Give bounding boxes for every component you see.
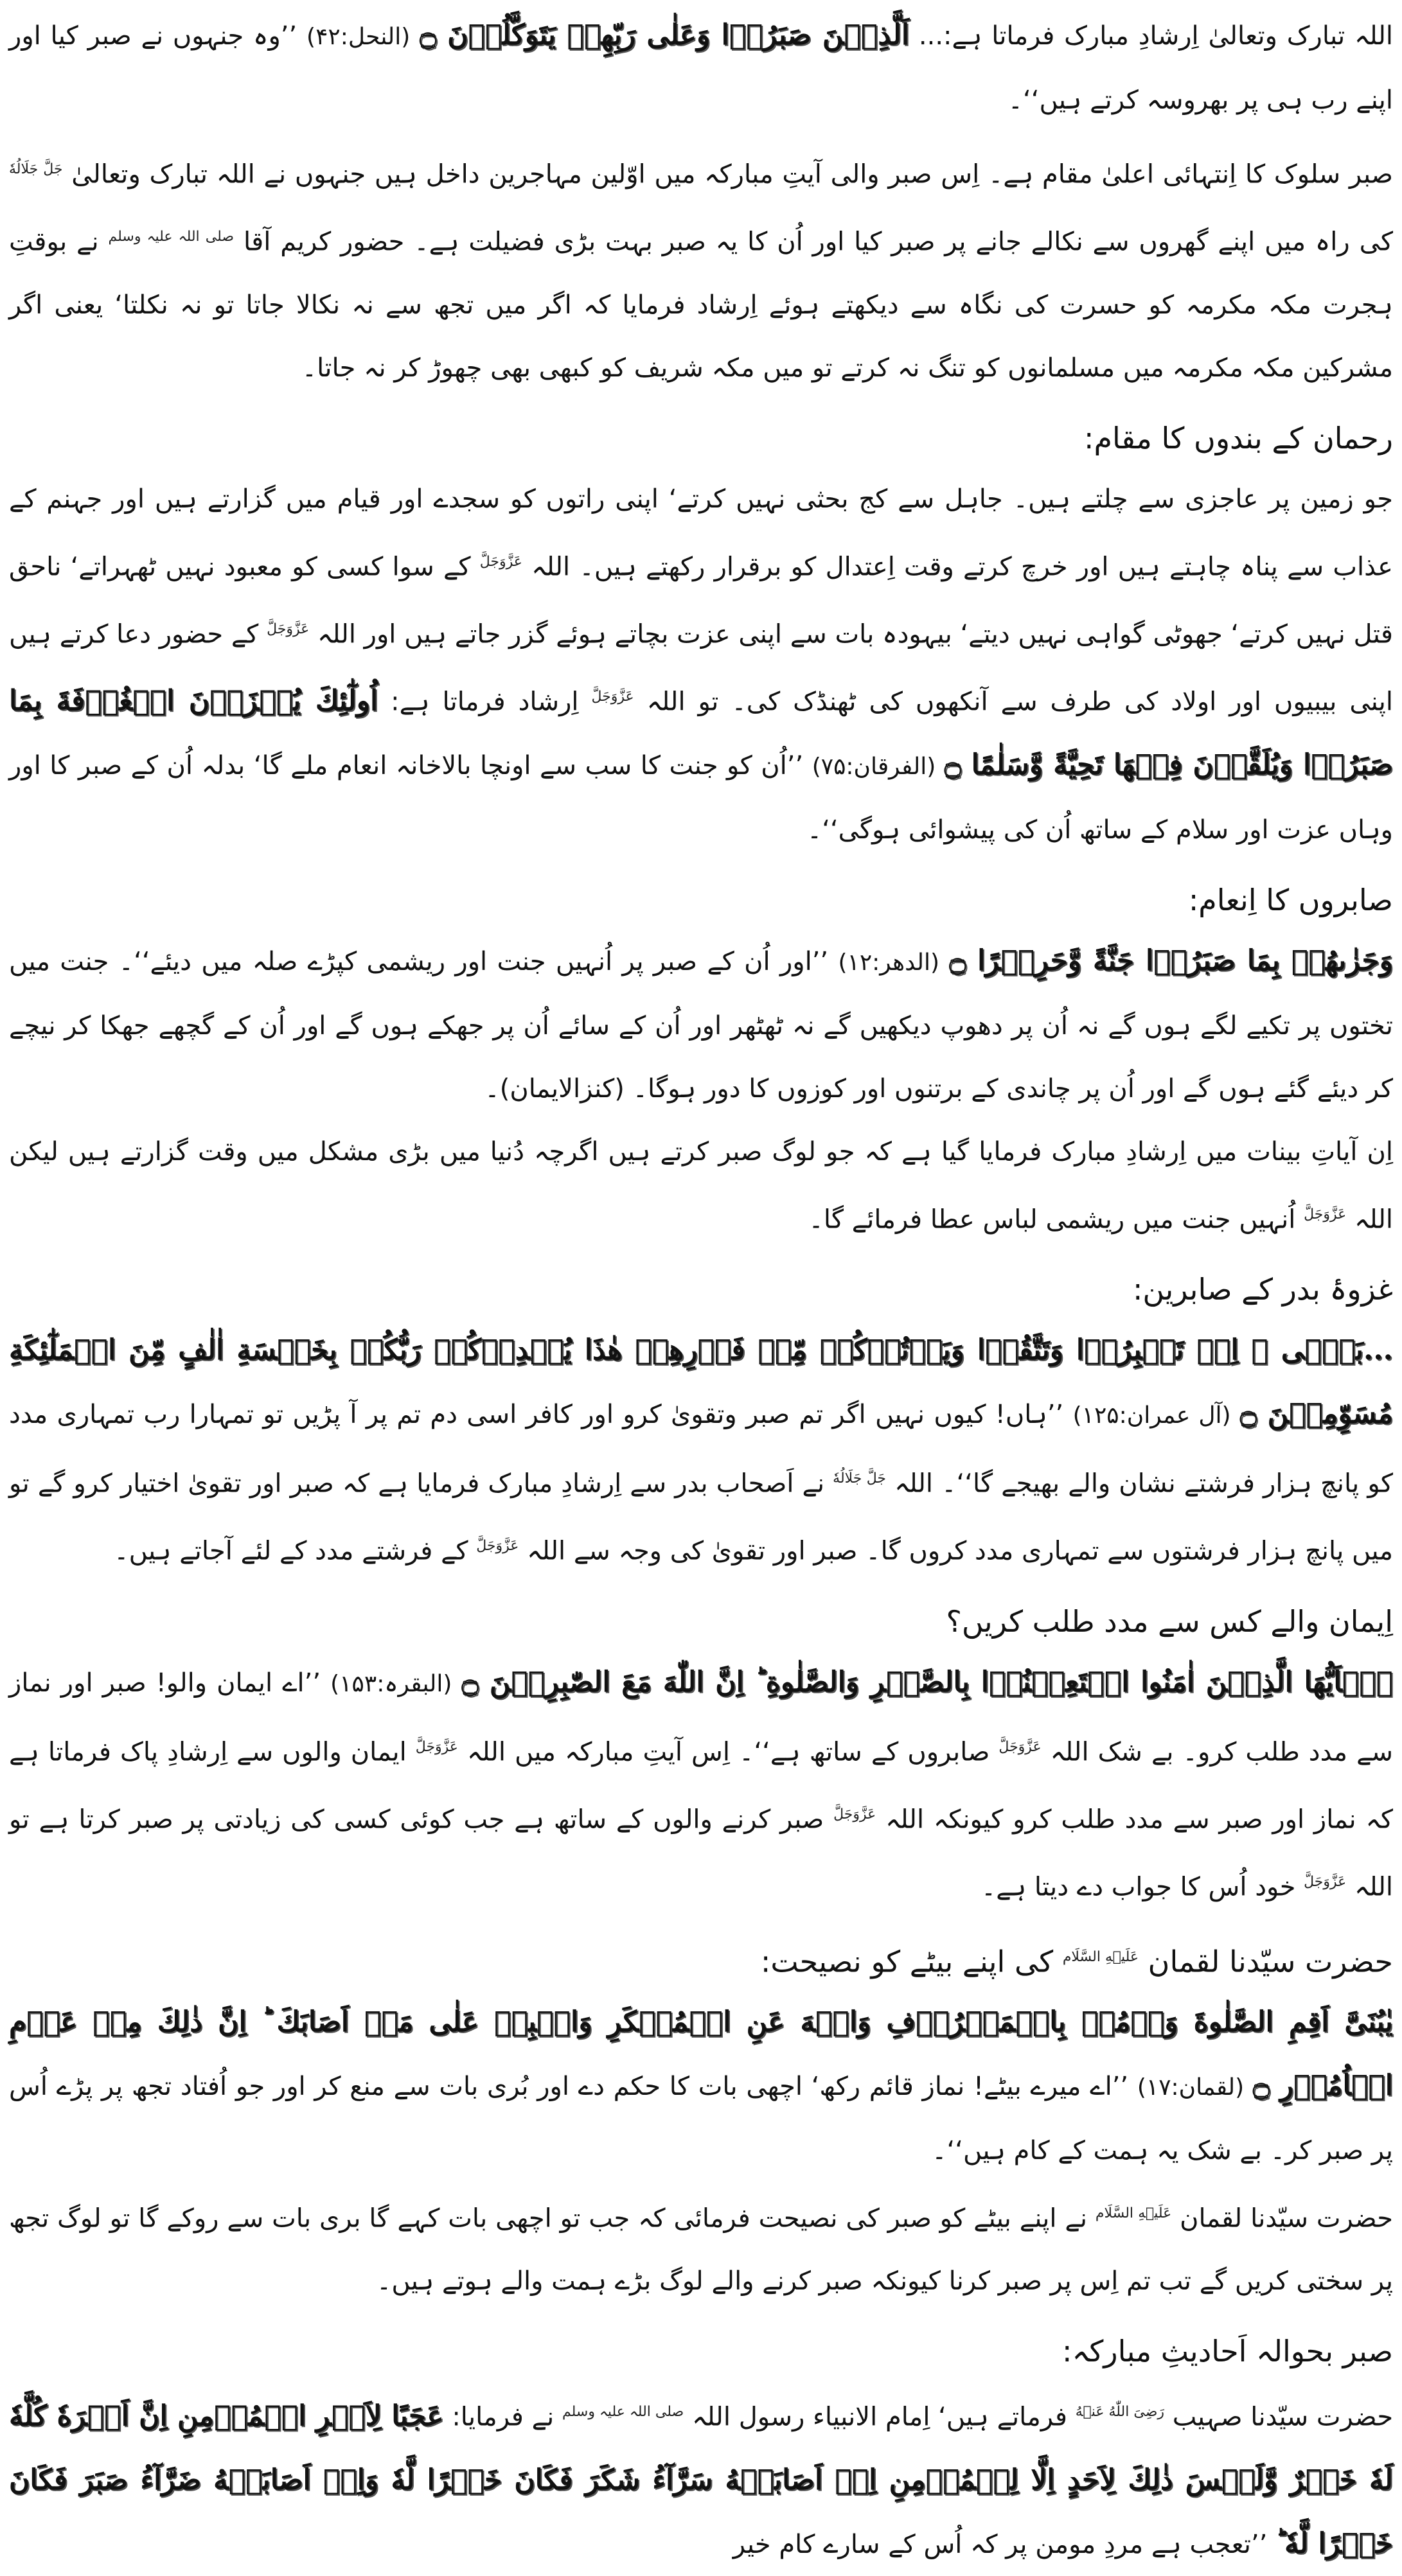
honorific: عَزَّوَجَلَّ (998, 1738, 1042, 1755)
paragraph-text: نے اپنے بیٹے کو صبر کی نصیحت فرمائی کہ جب تو اچھی بات کہے گا بری بات سے روکے گا تو لوگ تجھ پر سختی کریں گے تب تم اِس پر صبر کرنا کیونکہ صبر کرنے والے لوگ بڑے ہمت والے ہوتے ہیں۔ (9, 2203, 1393, 2297)
verse-citation: (النحل:۴۲) (306, 24, 411, 50)
paragraph-text: کے حضور دعا کرتے ہیں اپنی بیبیوں اور اولاد کی طرف سے آنکھوں کی ٹھنڈک کی۔ تو اللہ (9, 619, 1393, 717)
quran-verse: اَلَّذِیۡنَ صَبَرُوۡا وَعَلٰی رَبِّهِمۡ یَتَوَكَّلُوۡنَ ۝ (420, 19, 910, 51)
paragraph-text: حضرت سیّدنا صہیب (1172, 2402, 1394, 2432)
honorific-saw: صلی اللہ علیہ وسلم (108, 229, 235, 245)
honorific-as: عَلَیۡهِ السَّلَام (1062, 1948, 1139, 1965)
verse-translation: ’’وہ جنہوں نے صبر کیا اور اپنے رب ہی پر بھروسہ کرتے ہیں‘‘۔ (9, 21, 1393, 115)
paragraph-text: اِن آیاتِ بینات میں اِرشادِ مبارک فرمایا گیا ہے کہ جو لوگ صبر کرتے ہیں اگرچہ دُنیا میں بڑی مشکل میں وقت گزارتے ہیں لیکن اللہ (9, 1136, 1393, 1234)
verse-citation: (آل عمران:۱۲۵) (1072, 1402, 1231, 1429)
section-heading-badr: غزوۂ بدر کے صابرین: (1132, 1271, 1393, 1307)
section-body-iman (9, 1651, 1393, 1919)
quran-verse: وَجَزٰىهُمۡ بِمَا صَبَرُوۡا جَنَّةً وَّحَرِیۡرًا ۝ (949, 944, 1393, 977)
honorific: جَلَّ جَلَالُهٗ (833, 1470, 886, 1486)
verse-translation: ’’اے ایمان والو! صبر اور نماز سے مدد طلب کرو۔ بے شک اللہ (9, 1668, 1394, 1767)
hadith-translation: ’’تعجب ہے مردِ مومن پر کہ اُس کے سارے کام خیر (732, 2529, 1268, 2559)
intro-paragraph (9, 4, 1393, 132)
quran-verse: ...بَلٰۤی ۙ اِنۡ تَصۡبِرُوۡا وَتَتَّقُوۡا وَیَاۡتُوۡكُمۡ مِّنۡ فَوۡرِهِمۡ هٰذَا یُمۡدِدۡكُمۡ رَبُّكُمۡ بِخَمۡسَةِ اٰلٰفٍ مِّنَ الۡمَلٰٓئِكَةِ مُسَوِّمِیۡنَ ۝ (9, 1333, 1394, 1430)
verse-citation: (الدھر:۱۲) (838, 949, 940, 976)
quran-verse: یٰۤاَیُّهَا الَّذِیۡنَ اٰمَنُوا اسۡتَعِیۡنُوۡا بِالصَّبۡرِ وَالصَّلٰوةِ ؕ اِنَّ اللّٰهَ مَعَ الصّٰبِرِیۡنَ ۝ (461, 1665, 1394, 1698)
section-body-ahadith (9, 2381, 1393, 2575)
paragraph-text: نے بوقتِ ہجرت مکہ مکرمہ کو حسرت کی نگاہ سے دیکھتے ہوئے اِرشاد فرمایا کہ اگر میں تجھ سے نہ نکالا جاتا تو نہ نکلتا‘ یعنی اگر مشرکین مکہ مکرمہ میں مسلمانوں کو تنگ نہ کرتے تو میں مکہ شریف کو کبھی بھی چھوڑ کر نہ جاتا۔ (9, 227, 1393, 383)
honorific: عَزَّوَجَلَّ (479, 553, 522, 570)
section-body-badr (9, 1319, 1393, 1583)
paragraph-text: حضرت سیّدنا لقمان (1180, 2203, 1394, 2234)
section-heading-sabiron: صابروں کا اِنعام: (1188, 882, 1393, 917)
section-followup-luqman (9, 2182, 1393, 2313)
paragraph-text: کی راہ میں اپنے گھروں سے نکالے جانے پر صبر کیا اور اُن کا یہ صبر بہت بڑی فضیلت ہے۔ حضور کریم آقا (243, 227, 1393, 257)
honorific: عَزَّوَجَلَّ (591, 689, 634, 705)
paragraph-text: اُنہیں جنت میں ریشمی لباس عطا فرمائے گا۔ (808, 1204, 1296, 1234)
honorific-as: عَلَیۡهِ السَّلَام (1095, 2205, 1172, 2221)
paragraph-text: ایمان والوں سے اِرشادِ پاک فرماتا ہے کہ نماز اور صبر سے مدد طلب کرو کیونکہ اللہ (9, 1736, 1393, 1835)
honorific-saw: صلی اللہ علیہ وسلم (562, 2404, 684, 2421)
quran-verse: یٰبُنَیَّ اَقِمِ الصَّلٰوةَ وَاۡمُرۡ بِالۡمَعۡرُوۡفِ وَانۡهَ عَنِ الۡمُنۡكَرِ وَاصۡبِرۡ عَلٰی مَاۤ اَصَابَكَ ؕ اِنَّ ذٰلِكَ مِنۡ عَزۡمِ الۡاُمُوۡرِ ۝ (9, 2005, 1393, 2102)
section-followup-sabiron (9, 1120, 1393, 1251)
quran-verse: اُولٰٓئِكَ یُجۡزَوۡنَ الۡغُرۡفَةَ بِمَا صَبَرُوۡا وَیُلَقَّوۡنَ فِیۡهَا تَحِیَّةً وَّسَلٰمًا ۝ (9, 684, 1393, 781)
section-body-sabiron (9, 930, 1393, 1120)
hadith-text: عَجَبًا لِاَمۡرِ الۡمُؤۡمِنِ اِنَّ اَمۡرَهٗ كُلَّهٗ لَهٗ خَیۡرٌ وَّلَیۡسَ ذٰلِكَ لِاَحَدٍ اِلَّا لِلۡمُؤۡمِنِ اِنۡ اَصَابَتۡهُ سَرَّآءُ شَكَرَ فَكَانَ خَیۡرًا لَّهٗ وَاِنۡ اَصَابَتۡهُ ضَرَّآءُ صَبَرَ فَكَانَ خَیۡرًا لَّهٗ ؕ (9, 2399, 1393, 2560)
section-heading-iman: اِیمان والے کس سے مدد طلب کریں؟ (946, 1603, 1393, 1639)
honorific-ra: رَضِیَ اللّٰهُ عَنۡهُ (1075, 2404, 1165, 2421)
paragraph-text: صبر کرنے والوں کے ساتھ ہے جب کوئی کسی کی زیادتی پر صبر کرتا ہے تو اللہ (9, 1804, 1393, 1902)
paragraph-text: نے فرمایا: (452, 2402, 555, 2432)
paragraph-text: جو زمین پر عاجزی سے چلتے ہیں۔ جاہل سے کج بحثی نہیں کرتے‘ اپنی راتوں کو سجدے اور قیام میں گزارتے ہیں اور جہنم کے عذاب سے پناہ چاہتے ہیں اور خرچ کرتے وقت اِعتدال کو برقرار رکھتے ہیں۔ اللہ (9, 484, 1393, 581)
verse-translation: ’’اُن کو جنت کا سب سے اونچا بالاخانہ انعام ملے گا‘ بدلہ اُن کے صبر کا اور وہاں عزت اور سلام کے ساتھ اُن کی پیشوائی ہوگی‘‘۔ (9, 750, 1393, 845)
honorific: عَزَّوَجَلَّ (415, 1738, 458, 1755)
honorific-jj: جَلَّ جَلَالُهٗ (9, 161, 63, 177)
paragraph-text: کے فرشتے مدد کے لئے آجاتے ہیں۔ (114, 1536, 468, 1566)
honorific: عَزَّوَجَلَّ (267, 621, 310, 637)
section-body-rehman (9, 468, 1393, 861)
paragraph-text: فرماتے ہیں‘ اِمام الانبیاء رسول اللہ (692, 2402, 1067, 2432)
section-heading-rehman: رحمان کے بندوں کا مقام: (1083, 420, 1393, 455)
honorific: عَزَّوَجَلَّ (476, 1538, 519, 1555)
verse-translation: ’’اور اُن کے صبر پر اُنہیں جنت اور ریشمی کپڑے صلہ میں دیئے‘‘۔ جنت میں تختوں پر تکیے لگے ہوں گے نہ اُن پر دھوپ دیکھیں گے نہ ٹھٹھر اور اُن کے سائے اُن پر جھکے ہوں گے اور اُن کے گچھے جھکا کر نیچے کر دیئے گئے ہوں گے اور اُن پر چاندی کے برتنوں اور کوزوں کا دور ہوگا۔ (کنزالایمان)۔ (9, 946, 1394, 1104)
section-body-luqman (9, 1991, 1393, 2182)
paragraph-text: نے اَصحاب بدر سے اِرشادِ مبارک فرمایا ہے کہ صبر اور تقویٰ اختیار کرو گے تو میں پانچ ہزار فرشتوں سے تمہاری مدد کروں گا۔ صبر اور تقویٰ کی وجہ سے اللہ (9, 1469, 1393, 1566)
verse-citation: (الفرقان:۷۵) (812, 753, 936, 780)
paragraph-text: کے سوا کسی کو معبود نہیں ٹھہراتے‘ ناحق قتل نہیں کرتے‘ جھوٹی گواہی نہیں دیتے‘ بیہودہ بات سے اپنی عزت بچاتے ہوئے گزر جاتے ہیں اور اللہ (9, 551, 1393, 649)
sabr-paragraph (9, 138, 1393, 400)
heading-text: کی اپنے بیٹے کو نصیحت: (760, 1943, 1054, 1979)
honorific: عَزَّوَجَلَّ (833, 1806, 876, 1822)
verse-translation: ’’ہاں! کیوں نہیں اگر تم صبر وتقویٰ کرو اور کافر اسی دم تم پر آ پڑیں تو تمہارا رب تمہاری مدد کو پانچ ہزار فرشتے نشان والے بھیجے گا‘‘۔ اللہ (9, 1399, 1394, 1499)
verse-translation: ’’اے میرے بیٹے! نماز قائم رکھ‘ اچھی بات کا حکم دے اور بُری بات سے منع کر اور جو اُفتاد تجھ پر پڑے اُس پر صبر کر۔ بے شک یہ ہمت کے کام ہیں‘‘۔ (9, 2071, 1393, 2166)
verse-citation: (البقرہ:۱۵۳) (330, 1670, 452, 1697)
honorific: عَزَّوَجَلَّ (1304, 1874, 1347, 1891)
honorific: عَزَّوَجَلَّ (1304, 1206, 1347, 1222)
heading-text: حضرت سیّدنا لقمان (1148, 1943, 1393, 1979)
paragraph-text: خود اُس کا جواب دے دیتا ہے۔ (981, 1872, 1296, 1902)
section-heading-ahadith: صبر بحوالہ اَحادیثِ مبارکہ: (1062, 2334, 1393, 2369)
section-heading-luqman (9, 1928, 1393, 1991)
paragraph-text: اِرشاد فرماتا ہے: (391, 687, 579, 717)
paragraph-text: صبر سلوک کا اِنتہائی اعلیٰ مقام ہے۔ اِس صبر والی آیتِ مبارکہ میں اوّلین مہاجرین داخل ہیں جنہوں نے اللہ تبارک وتعالیٰ (71, 159, 1393, 190)
verse-citation: (لقمان:۱۷) (1137, 2074, 1245, 2101)
intro-lead: اللہ تبارک وتعالیٰ اِرشادِ مبارک فرماتا ہے:... (918, 21, 1394, 51)
paragraph-text: صابروں کے ساتھ ہے‘‘۔ اِس آیتِ مبارکہ میں اللہ (466, 1736, 990, 1767)
